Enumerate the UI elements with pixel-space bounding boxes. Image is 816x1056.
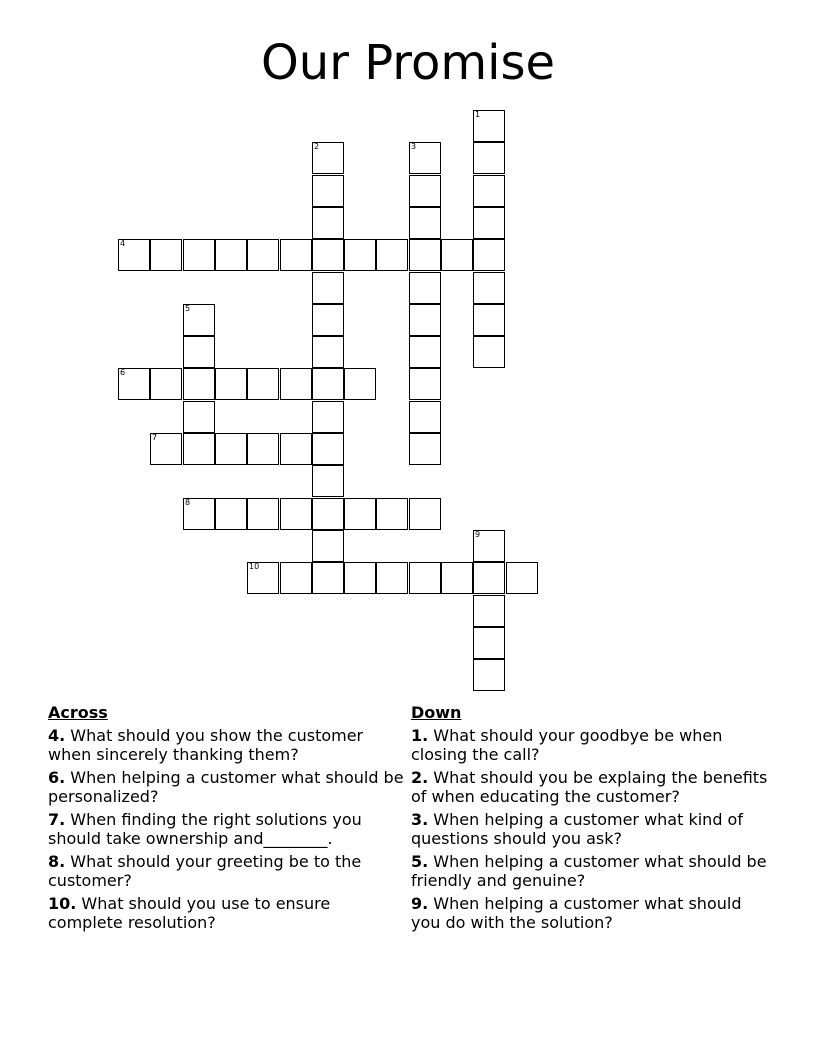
clue-number: 8: [185, 498, 191, 507]
clue-number: 5: [185, 304, 191, 313]
down-clue-number: 3.: [411, 810, 429, 829]
down-heading: Down: [411, 703, 462, 722]
across-clue: [48, 852, 408, 890]
grid-cell[interactable]: [473, 175, 505, 207]
grid-cell[interactable]: [312, 272, 344, 304]
clue-number: 9: [475, 530, 481, 539]
across-clue: [48, 810, 408, 848]
grid-cell[interactable]: [280, 368, 312, 400]
grid-cell[interactable]: [312, 498, 344, 530]
grid-cell[interactable]: [247, 562, 279, 594]
across-clue-number: 10.: [48, 894, 77, 913]
grid-cell[interactable]: [409, 401, 441, 433]
grid-cell[interactable]: [312, 433, 344, 465]
grid-cell[interactable]: [215, 498, 247, 530]
across-clue-text: What should your greeting be to the customer?: [48, 852, 362, 890]
grid-cell[interactable]: [344, 368, 376, 400]
grid-cell[interactable]: [409, 272, 441, 304]
grid-cell[interactable]: [506, 562, 538, 594]
grid-cell[interactable]: [409, 142, 441, 174]
down-clue: [411, 894, 771, 932]
grid-cell[interactable]: [376, 498, 408, 530]
grid-cell[interactable]: [183, 498, 215, 530]
down-clue-list: [411, 726, 771, 932]
grid-cell[interactable]: [215, 368, 247, 400]
grid-cell[interactable]: [183, 336, 215, 368]
down-clue-number: 5.: [411, 852, 429, 871]
across-clue-number: 4.: [48, 726, 66, 745]
grid-cell[interactable]: [473, 595, 505, 627]
grid-cell[interactable]: [280, 433, 312, 465]
grid-cell[interactable]: [473, 336, 505, 368]
grid-cell[interactable]: [312, 175, 344, 207]
grid-cell[interactable]: [409, 304, 441, 336]
grid-cell[interactable]: [247, 433, 279, 465]
grid-cell[interactable]: [183, 433, 215, 465]
grid-cell[interactable]: [118, 368, 150, 400]
grid-cell[interactable]: [215, 239, 247, 271]
grid-cell[interactable]: [247, 498, 279, 530]
grid-cell[interactable]: [312, 530, 344, 562]
across-clue-number: 6.: [48, 768, 66, 787]
grid-cell[interactable]: [344, 562, 376, 594]
across-clue-text: When finding the right solutions you should take ownership and________.: [48, 810, 362, 848]
down-clue-number: 1.: [411, 726, 429, 745]
grid-cell[interactable]: [280, 498, 312, 530]
across-clue: [48, 894, 408, 932]
grid-cell[interactable]: [150, 239, 182, 271]
across-clues: [48, 703, 408, 936]
clue-number: 4: [120, 239, 126, 248]
grid-cell[interactable]: [409, 562, 441, 594]
down-clue-text: When helping a customer what should you do with the solution?: [411, 894, 742, 932]
grid-cell[interactable]: [344, 239, 376, 271]
across-heading: Across: [48, 703, 108, 722]
down-clue-number: 9.: [411, 894, 429, 913]
grid-cell[interactable]: [376, 239, 408, 271]
clue-number: 10: [249, 562, 260, 571]
clue-number: 2: [314, 142, 320, 151]
across-clue-number: 8.: [48, 852, 66, 871]
grid-cell[interactable]: [312, 239, 344, 271]
grid-cell[interactable]: [280, 562, 312, 594]
grid-cell[interactable]: [409, 368, 441, 400]
grid-cell[interactable]: [473, 142, 505, 174]
down-clue-text: When helping a customer what kind of questions should you ask?: [411, 810, 743, 848]
down-clue: [411, 810, 771, 848]
across-clue: [48, 768, 408, 806]
grid-cell[interactable]: [473, 207, 505, 239]
grid-cell[interactable]: [183, 304, 215, 336]
grid-cell[interactable]: [409, 207, 441, 239]
grid-cell[interactable]: [215, 433, 247, 465]
grid-cell[interactable]: [183, 401, 215, 433]
grid-cell[interactable]: [312, 562, 344, 594]
across-clue-text: When helping a customer what should be personalized?: [48, 768, 404, 806]
grid-cell[interactable]: [247, 368, 279, 400]
down-clues: [411, 703, 771, 936]
down-clue-number: 2.: [411, 768, 429, 787]
grid-cell[interactable]: [312, 336, 344, 368]
puzzle-title: Our Promise: [261, 35, 555, 91]
across-clue-text: What should you use to ensure complete resolution?: [48, 894, 331, 932]
grid-cell[interactable]: [344, 498, 376, 530]
grid-cell[interactable]: [409, 336, 441, 368]
grid-cell[interactable]: [409, 498, 441, 530]
grid-cell[interactable]: [312, 207, 344, 239]
grid-cell[interactable]: [473, 530, 505, 562]
clue-number: 6: [120, 368, 126, 377]
grid-cell[interactable]: [441, 562, 473, 594]
grid-cell[interactable]: [473, 110, 505, 142]
down-clue-text: When helping a customer what should be friendly and genuine?: [411, 852, 767, 890]
grid-cell[interactable]: [473, 239, 505, 271]
grid-cell[interactable]: [473, 659, 505, 691]
grid-cell[interactable]: [409, 239, 441, 271]
grid-cell[interactable]: [409, 175, 441, 207]
grid-cell[interactable]: [312, 142, 344, 174]
grid-cell[interactable]: [473, 627, 505, 659]
grid-cell[interactable]: [473, 562, 505, 594]
grid-cell[interactable]: [312, 304, 344, 336]
across-clue-text: What should you show the customer when sincerely thanking them?: [48, 726, 364, 764]
down-clue: [411, 852, 771, 890]
down-clue-text: What should you be explaing the benefits of when educating the customer?: [411, 768, 768, 806]
grid-cell[interactable]: [441, 239, 473, 271]
grid-cell[interactable]: [150, 433, 182, 465]
clue-number: 7: [152, 433, 158, 442]
across-clue: [48, 726, 408, 764]
grid-cell[interactable]: [280, 239, 312, 271]
grid-cell[interactable]: [409, 433, 441, 465]
grid-cell[interactable]: [247, 239, 279, 271]
grid-cell[interactable]: [376, 562, 408, 594]
grid-cell[interactable]: [473, 272, 505, 304]
grid-cell[interactable]: [312, 368, 344, 400]
down-clue: [411, 726, 771, 764]
grid-cell[interactable]: [118, 239, 150, 271]
clue-number: 1: [475, 110, 481, 119]
grid-cell[interactable]: [183, 239, 215, 271]
grid-cell[interactable]: [150, 368, 182, 400]
across-clue-list: [48, 726, 408, 932]
grid-cell[interactable]: [473, 304, 505, 336]
down-clue: [411, 768, 771, 806]
grid-cell[interactable]: [312, 465, 344, 497]
grid-cell[interactable]: [312, 401, 344, 433]
grid-cell[interactable]: [183, 368, 215, 400]
across-clue-number: 7.: [48, 810, 66, 829]
clue-number: 3: [411, 142, 417, 151]
down-clue-text: What should your goodbye be when closing the call?: [411, 726, 723, 764]
